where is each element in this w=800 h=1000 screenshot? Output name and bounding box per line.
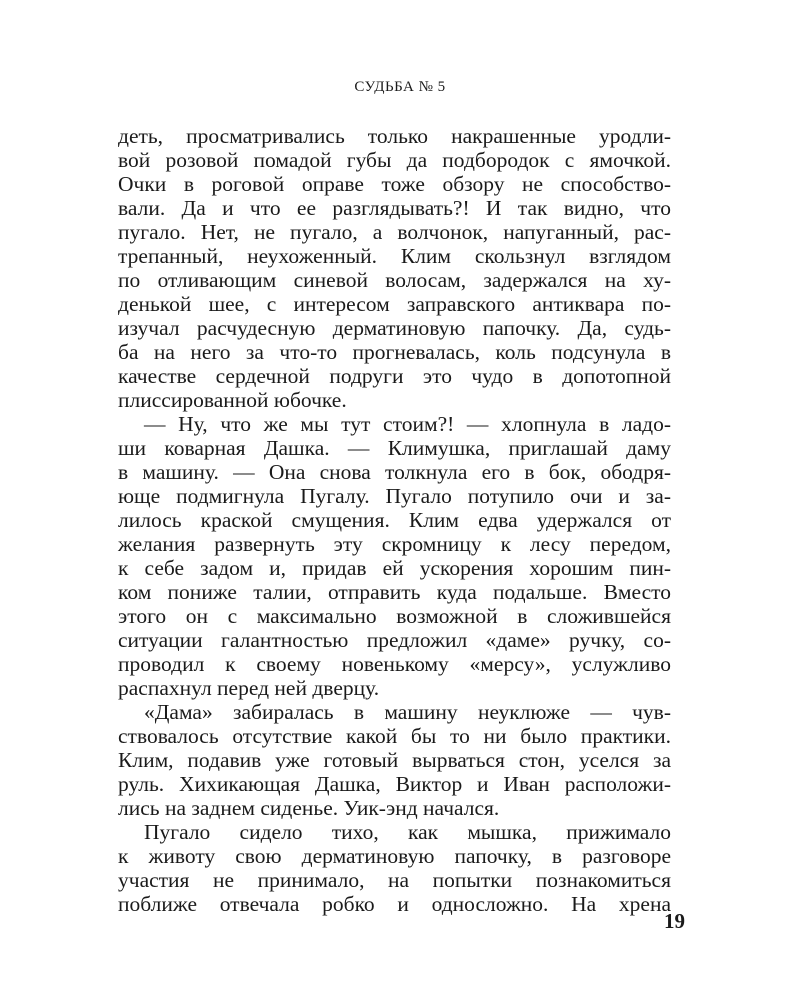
body-text [118, 124, 671, 916]
text-line: плиссированной юбочке. [118, 388, 347, 412]
text-line: ши коварная Дашка. — Климушка, приглашай даму [118, 436, 671, 460]
text-line: деть, просматривались только накрашенные уродли- [118, 124, 671, 148]
text-line: поближе отвечала робко и односложно. На хрена [118, 892, 671, 916]
text-line: вой розовой помадой губы да подбородок с ямочкой. [118, 148, 671, 172]
text-line: юще подмигнула Пугалу. Пугало потупило очи и за- [118, 484, 671, 508]
text-line: изучал расчудесную дерматиновую папочку. Да, судь- [118, 316, 671, 340]
text-line: этого он с максимально возможной в сложившейся [118, 604, 671, 628]
text-line: ком пониже талии, отправить куда подальше. Вместо [118, 580, 671, 604]
text-line: ствовалось отсутствие какой бы то ни было практики. [118, 724, 671, 748]
page-number: 19 [664, 909, 685, 933]
text-line: руль. Хихикающая Дашка, Виктор и Иван расположи- [118, 772, 671, 796]
text-line: пугало. Нет, не пугало, а волчонок, напуганный, рас- [118, 220, 671, 244]
text-line: к себе задом и, придав ей ускорения хорошим пин- [118, 556, 671, 580]
text-line: лись на заднем сиденье. Уик-энд начался. [118, 796, 500, 820]
text-line: участия не принимало, на попытки познакомиться [118, 868, 671, 892]
text-line: вали. Да и что ее разглядывать?! И так видно, что [118, 196, 671, 220]
text-line: трепанный, неухоженный. Клим скользнул взглядом [118, 244, 671, 268]
running-header: СУДЬБА № 5 [354, 79, 446, 95]
text-line: проводил к своему новенькому «мерсу», услужливо [118, 652, 671, 676]
text-line: в машину. — Она снова толкнула его в бок, ободря- [118, 460, 671, 484]
text-line: желания развернуть эту скромницу к лесу передом, [118, 532, 671, 556]
text-line: денькой шее, с интересом заправского антиквара по- [118, 292, 671, 316]
text-line: к животу свою дерматиновую папочку, в разговоре [118, 844, 671, 868]
text-line: «Дама» забиралась в машину неуклюже — чув- [144, 700, 671, 724]
text-line: ситуации галантностью предложил «даме» ручку, со- [118, 628, 671, 652]
text-line: Пугало сидело тихо, как мышка, прижимало [144, 820, 671, 844]
text-line: Очки в роговой оправе тоже обзору не способство- [118, 172, 671, 196]
text-line: по отливающим синевой волосам, задержался на ху- [118, 268, 671, 292]
text-line: ба на него за что-то прогневалась, коль подсунула в [118, 340, 671, 364]
text-line: распахнул перед ней дверцу. [118, 676, 380, 700]
text-line: Клим, подавив уже готовый вырваться стон, уселся за [118, 748, 671, 772]
text-line: качестве сердечной подруги это чудо в допотопной [118, 364, 671, 388]
text-line: — Ну, что же мы тут стоим?! — хлопнула в ладо- [144, 412, 671, 436]
text-line: лилось краской смущения. Клим едва удержался от [118, 508, 671, 532]
